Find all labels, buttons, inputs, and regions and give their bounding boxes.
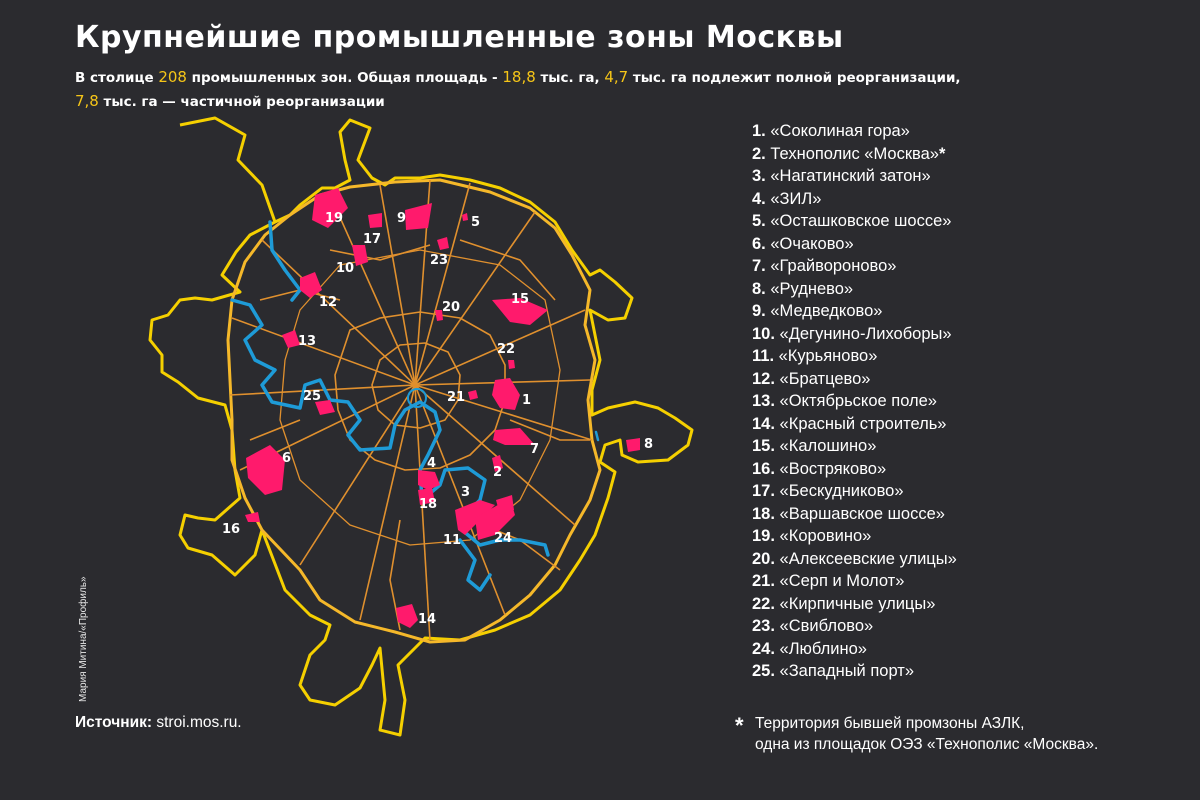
legend-number: 20. bbox=[752, 549, 775, 568]
legend-item bbox=[752, 188, 957, 211]
legend-number: 21. bbox=[752, 572, 775, 590]
legend-item bbox=[752, 255, 957, 278]
zone-label: 10 bbox=[336, 261, 355, 276]
legend-name: «Курьяново» bbox=[778, 347, 878, 365]
legend-number: 12. bbox=[752, 369, 775, 388]
legend-number: 25. bbox=[752, 662, 775, 680]
zone-label: 20 bbox=[442, 300, 461, 315]
legend-number: 14. bbox=[752, 414, 775, 433]
zone-7 bbox=[493, 428, 535, 445]
legend-item bbox=[752, 345, 957, 368]
zone-label: 6 bbox=[282, 451, 292, 466]
zone-label: 16 bbox=[222, 522, 241, 537]
legend-name: «Востряково» bbox=[779, 459, 887, 478]
zone-label: 12 bbox=[319, 295, 338, 310]
legend-name: «Западный порт» bbox=[779, 662, 915, 680]
legend-name: Технополис «Москва» bbox=[770, 144, 939, 163]
legend-number: 19. bbox=[752, 527, 775, 545]
footnote-star: * bbox=[735, 713, 744, 738]
legend-item bbox=[752, 570, 957, 593]
legend-item bbox=[752, 165, 957, 188]
legend-item bbox=[752, 480, 957, 503]
legend-item bbox=[752, 593, 957, 616]
zone-label: 9 bbox=[397, 211, 407, 226]
zone-label: 17 bbox=[363, 232, 382, 247]
legend-number: 3. bbox=[752, 167, 766, 185]
legend-number: 18. bbox=[752, 504, 775, 523]
legend-item bbox=[752, 548, 957, 571]
legend-item bbox=[752, 143, 957, 166]
source bbox=[75, 714, 242, 732]
legend-name: «Руднево» bbox=[770, 279, 854, 298]
legend-name: «Соколиная гора» bbox=[770, 122, 910, 140]
legend-item bbox=[752, 278, 957, 301]
legend-number: 6. bbox=[752, 234, 766, 253]
roads bbox=[230, 180, 592, 640]
legend-name: «Красный строитель» bbox=[779, 414, 947, 433]
author-credit: Мария Митина/«Профиль» bbox=[78, 576, 89, 702]
zone-label: 13 bbox=[298, 334, 317, 349]
legend-number: 1. bbox=[752, 122, 766, 140]
zone-22 bbox=[508, 360, 515, 369]
zone-label: 24 bbox=[494, 531, 513, 546]
zone-8 bbox=[626, 438, 640, 452]
legend-name: «Осташковское шоссе» bbox=[770, 212, 952, 230]
legend-item bbox=[752, 660, 957, 683]
zone-23 bbox=[437, 237, 449, 250]
legend-item bbox=[752, 323, 957, 346]
legend-number: 7. bbox=[752, 257, 766, 275]
legend-name: «Свиблово» bbox=[779, 617, 874, 635]
zone-17 bbox=[368, 213, 382, 228]
subtitle-text: тыс. га — частичной реорганизации bbox=[98, 94, 385, 110]
footnote-line: Территория бывшей промзоны АЗЛК, bbox=[755, 715, 1025, 732]
legend-item bbox=[752, 638, 957, 661]
zone-6 bbox=[246, 445, 285, 495]
legend-name: «Грайвороново» bbox=[770, 257, 897, 275]
zone-label: 4 bbox=[427, 456, 437, 471]
zones-count: 208 bbox=[158, 68, 187, 86]
legend-number: 10. bbox=[752, 324, 775, 343]
zone-label: 14 bbox=[418, 612, 437, 627]
legend-item bbox=[752, 413, 957, 436]
legend-item bbox=[752, 233, 957, 256]
zone-21 bbox=[468, 390, 478, 400]
zone-label: 2 bbox=[493, 465, 503, 480]
zone-label: 25 bbox=[303, 389, 322, 404]
footnote-marker: * bbox=[938, 144, 946, 163]
legend-number: 22. bbox=[752, 594, 775, 613]
zone-label: 8 bbox=[644, 437, 654, 452]
footnote bbox=[735, 713, 1098, 755]
source-label: Источник: bbox=[75, 714, 153, 731]
legend-item bbox=[752, 435, 957, 458]
legend-name: «Коровино» bbox=[779, 527, 872, 545]
zone-label: 3 bbox=[461, 485, 471, 500]
legend-number: 8. bbox=[752, 279, 766, 298]
legend-number: 16. bbox=[752, 459, 775, 478]
legend-item bbox=[752, 390, 957, 413]
legend-name: «Варшавское шоссе» bbox=[779, 504, 945, 523]
zone-label: 21 bbox=[447, 390, 466, 405]
subtitle-text: В столице bbox=[75, 70, 159, 86]
zone-label: 15 bbox=[511, 292, 530, 307]
legend-item bbox=[752, 458, 957, 481]
zone-label: 23 bbox=[430, 253, 449, 268]
page-title: Крупнейшие промышленные зоны Москвы bbox=[75, 20, 844, 55]
legend-name: «Алексеевские улицы» bbox=[779, 549, 957, 568]
legend-item bbox=[752, 503, 957, 526]
full-reorg-area: 4,7 bbox=[604, 68, 629, 86]
legend-number: 4. bbox=[752, 189, 766, 208]
footnote-line: одна из площадок ОЭЗ «Технополис «Москва». bbox=[755, 736, 1099, 753]
legend-name: «Серп и Молот» bbox=[779, 572, 905, 590]
zone-16 bbox=[245, 512, 260, 522]
zone-label: 19 bbox=[325, 211, 344, 226]
legend-name: «ЗИЛ» bbox=[770, 189, 822, 208]
legend-item bbox=[752, 210, 957, 233]
zone-label: 11 bbox=[443, 533, 462, 548]
legend-number: 13. bbox=[752, 392, 775, 410]
legend-name: «Очаково» bbox=[770, 234, 854, 253]
legend-item bbox=[752, 120, 957, 143]
legend-number: 17. bbox=[752, 482, 775, 500]
legend-number: 23. bbox=[752, 617, 775, 635]
subtitle-text: тыс. га, bbox=[535, 70, 605, 86]
legend-number: 9. bbox=[752, 302, 766, 320]
legend-name: «Люблино» bbox=[779, 639, 867, 658]
legend-name: «Медведково» bbox=[770, 302, 883, 320]
subtitle-text: промышленных зон. Общая площадь - bbox=[186, 70, 503, 86]
legend-number: 24. bbox=[752, 639, 775, 658]
legend-name: «Кирпичные улицы» bbox=[779, 594, 936, 613]
zone-5 bbox=[462, 213, 468, 221]
zone-9 bbox=[405, 203, 432, 230]
zone-label: 5 bbox=[471, 215, 481, 230]
legend-name: «Бескудниково» bbox=[779, 482, 904, 500]
legend-item bbox=[752, 368, 957, 391]
legend-item bbox=[752, 525, 957, 548]
zone-label: 1 bbox=[522, 393, 532, 408]
legend-number: 15. bbox=[752, 437, 775, 455]
zone-label: 22 bbox=[497, 342, 516, 357]
legend-name: «Калошино» bbox=[779, 437, 877, 455]
legend-name: «Октябрьское поле» bbox=[779, 392, 937, 410]
legend-item bbox=[752, 615, 957, 638]
legend-number: 11. bbox=[752, 347, 775, 365]
legend-item bbox=[752, 300, 957, 323]
legend-number: 5. bbox=[752, 212, 766, 230]
total-area: 18,8 bbox=[502, 68, 536, 86]
legend-name: «Нагатинский затон» bbox=[770, 167, 931, 185]
legend-name: «Дегунино-Лихоборы» bbox=[779, 324, 952, 343]
legend-number: 2. bbox=[752, 144, 766, 163]
zone-legend bbox=[752, 120, 957, 683]
zone-label: 7 bbox=[530, 442, 540, 457]
subtitle-text: тыс. га подлежит полной реорганизации, bbox=[628, 70, 961, 86]
source-value: stroi.mos.ru. bbox=[152, 714, 242, 731]
partial-reorg-area: 7,8 bbox=[75, 92, 99, 110]
legend-name: «Братцево» bbox=[779, 369, 871, 388]
zone-label: 18 bbox=[419, 497, 438, 512]
